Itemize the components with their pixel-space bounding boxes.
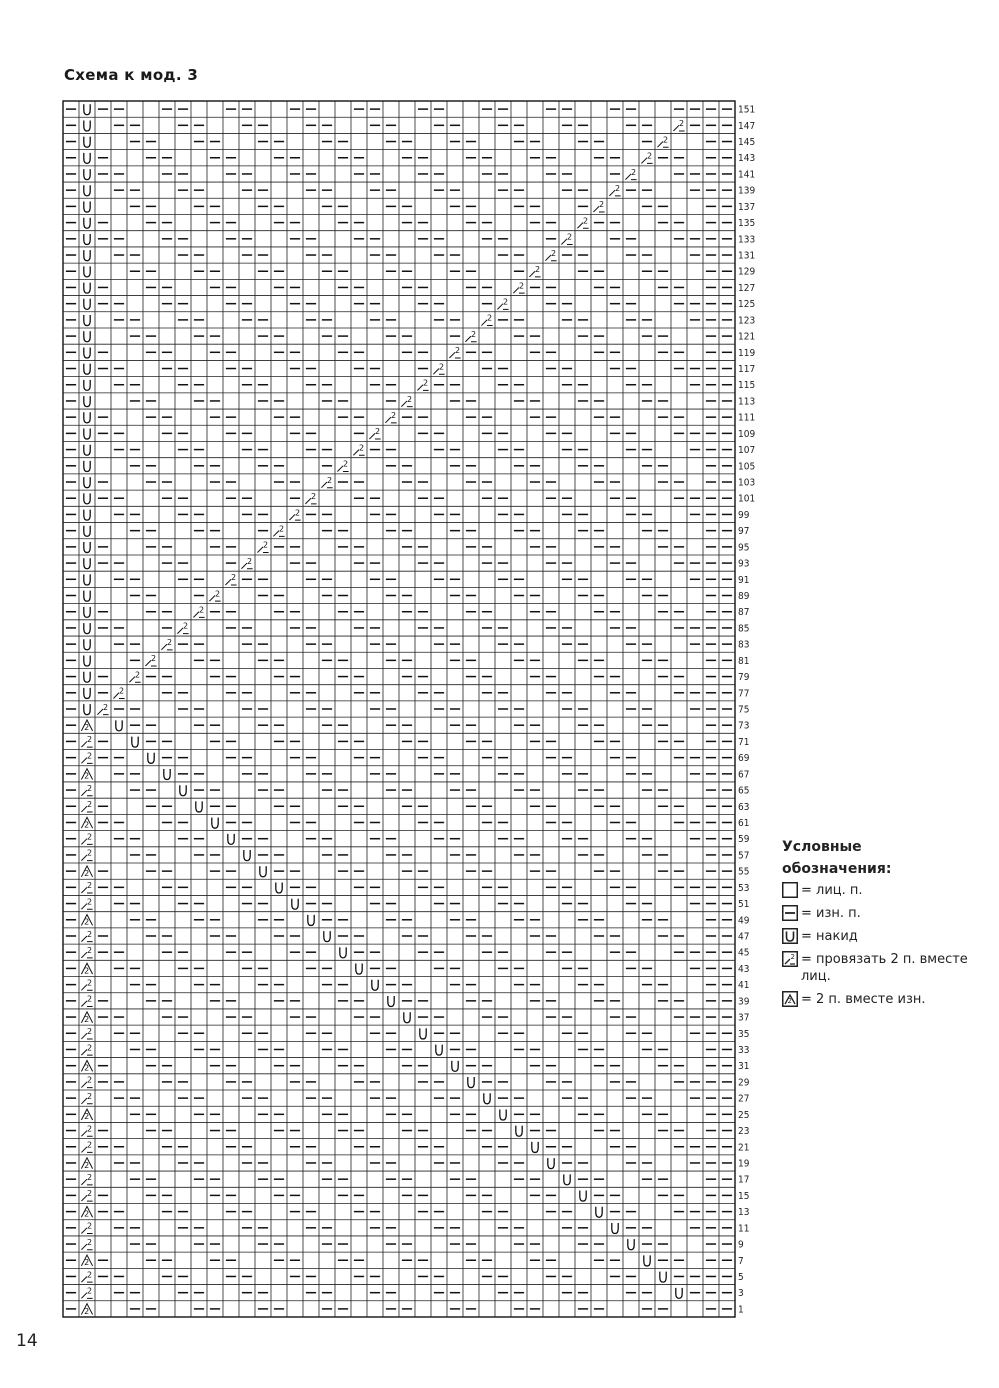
row-label: 87 [738,607,750,619]
k2tog-number: 2 [327,475,333,485]
k2tog-number: 2 [199,605,205,615]
row-label: 107 [738,445,756,457]
row-label: 7 [738,1255,744,1267]
p2tog-number: 2 [84,723,90,733]
k2tog-number: 2 [599,200,605,210]
legend-label-knit: = лиц. п. [801,883,863,898]
row-label: 93 [738,558,750,570]
row-label: 119 [738,347,756,359]
k2tog-number: 2 [87,1172,93,1182]
k2tog-number: 2 [231,573,237,583]
k2tog-number: 2 [535,265,541,275]
p2tog-number: 2 [84,966,90,976]
k2tog-number: 2 [583,216,589,226]
row-label: 11 [738,1223,750,1235]
k2tog-number: 2 [87,1140,93,1150]
page-title: Схема к мод. 3 [64,66,199,84]
row-label: 15 [738,1190,750,1202]
page-number: 14 [16,1331,38,1351]
p2tog-number: 2 [84,1063,90,1073]
purl-two-together-icon [782,991,798,1007]
row-label: 61 [738,817,750,829]
row-label: 73 [738,720,750,732]
k2tog-number: 2 [151,654,157,664]
row-label: 139 [738,185,756,197]
row-label: 125 [738,299,756,311]
row-label: 21 [738,1142,750,1154]
k2tog-number: 2 [87,1027,93,1037]
p2tog-number: 2 [84,1014,90,1024]
yarn-over-icon [782,928,798,944]
legend-label-k2tog: = провязать 2 п. вместе лиц. [801,952,968,984]
k2tog-number: 2 [87,800,93,810]
legend-item-k2tog [782,951,982,985]
row-label: 91 [738,574,750,586]
k2tog-number: 2 [103,702,109,712]
p2tog-number: 2 [84,1160,90,1170]
k2tog-number: 2 [87,1091,93,1101]
row-label: 17 [738,1174,750,1186]
row-label: 123 [738,315,756,327]
row-label: 83 [738,639,750,651]
row-label: 101 [738,493,756,505]
k2tog-number: 2 [87,1075,93,1085]
row-label: 69 [738,753,750,765]
row-label: 19 [738,1158,750,1170]
k2tog-number: 2 [423,378,429,388]
k2tog-number: 2 [183,621,189,631]
row-label: 111 [738,412,756,424]
row-label: 113 [738,396,756,408]
k2tog-number: 2 [631,167,637,177]
row-label: 45 [738,947,750,959]
k2tog-number: 2 [87,1270,93,1280]
k2tog-number: 2 [391,410,397,420]
knit-two-together-icon [782,951,798,967]
k2tog-number: 2 [87,1189,93,1199]
row-label: 1 [738,1304,744,1316]
legend-title-line-2: обозначения: [782,861,892,877]
k2tog-number: 2 [455,346,461,356]
row-label: 35 [738,1028,750,1040]
row-label: 117 [738,364,756,376]
row-label: 95 [738,542,750,554]
row-label: 135 [738,218,756,230]
row-label: 145 [738,137,756,149]
row-label: 127 [738,282,756,294]
row-label: 129 [738,266,756,278]
row-label: 13 [738,1207,750,1219]
k2tog-number: 2 [87,978,93,988]
k2tog-number: 2 [247,556,253,566]
legend [782,836,982,1014]
legend-title [782,836,982,880]
row-label: 151 [738,104,756,116]
row-label: 55 [738,866,750,878]
k2tog-number: 2 [87,751,93,761]
legend-item-p2tog [782,991,982,1008]
k2tog-number: 2 [119,686,125,696]
k2tog-number: 2 [615,183,621,193]
k2tog-number: 2 [503,297,509,307]
k2tog-number: 2 [375,427,381,437]
k2tog-number: 2 [407,394,413,404]
k2tog-number: 2 [87,832,93,842]
k2tog-number: 2 [87,1237,93,1247]
row-label: 47 [738,931,750,943]
k2tog-number: 2 [87,881,93,891]
row-label: 43 [738,963,750,975]
p2tog-number: 2 [84,820,90,830]
k2tog-number: 2 [87,783,93,793]
row-label: 147 [738,120,756,132]
row-label: 65 [738,785,750,797]
row-label: 67 [738,769,750,781]
k2tog-number: 2 [87,1124,93,1134]
row-label: 85 [738,623,750,635]
row-label: 105 [738,461,756,473]
row-label: 29 [738,1077,750,1089]
k2tog-number: 2 [647,151,653,161]
row-label: 27 [738,1093,750,1105]
p2tog-number: 2 [84,868,90,878]
k2tog-number: 2 [87,897,93,907]
k2tog-number: 2 [87,994,93,1004]
row-label: 79 [738,672,750,684]
row-label: 97 [738,526,750,538]
row-label: 137 [738,201,756,213]
k2tog-number: 2 [135,670,141,680]
k2tog-number: 2 [471,329,477,339]
k2tog-number: 2 [215,589,221,599]
k2tog-number: 2 [87,929,93,939]
row-label: 5 [738,1271,744,1283]
row-label: 103 [738,477,756,489]
k2tog-number: 2 [519,281,525,291]
row-label: 81 [738,655,750,667]
row-label: 71 [738,736,750,748]
p2tog-number: 2 [84,771,90,781]
k2tog-number: 2 [279,524,285,534]
row-label: 53 [738,882,750,894]
row-label: 3 [738,1288,744,1300]
k2tog-number: 2 [439,362,445,372]
k2tog-number: 2 [551,248,557,258]
k2tog-number: 2 [87,735,93,745]
row-label: 31 [738,1061,750,1073]
k2tog-number: 2 [487,313,493,323]
purl-icon [782,905,798,921]
row-label: 115 [738,380,756,392]
row-label: 41 [738,980,750,992]
row-label: 143 [738,153,756,165]
k2tog-number: 2 [263,540,269,550]
row-label: 49 [738,915,750,927]
row-label: 121 [738,331,756,343]
row-label: 9 [738,1239,744,1251]
k2tog-number: 2 [87,848,93,858]
legend-label-yarn-over: = накид [801,929,858,944]
legend-item-purl [782,905,982,922]
row-label: 99 [738,509,750,521]
row-label: 131 [738,250,756,262]
k2tog-number: 2 [359,443,365,453]
row-label: 63 [738,801,750,813]
k2tog-number: 2 [295,508,301,518]
p2tog-number: 2 [84,917,90,927]
k2tog-number: 2 [87,946,93,956]
row-label: 51 [738,899,750,911]
row-label: 75 [738,704,750,716]
p2tog-number: 2 [84,1258,90,1268]
k2tog-number: 2 [343,459,349,469]
legend-title-line-1: Условные [782,839,862,855]
row-label: 89 [738,591,750,603]
row-label: 133 [738,234,756,246]
row-label: 25 [738,1109,750,1121]
row-label: 109 [738,428,756,440]
p2tog-number: 2 [84,1306,90,1316]
k2tog-number: 2 [87,1286,93,1296]
k2tog-number: 2 [167,637,173,647]
legend-item-yarn-over [782,928,982,945]
k2tog-number: 2 [679,119,685,129]
svg-text:2: 2 [790,953,795,961]
k2tog-number: 2 [311,492,317,502]
knit-icon [782,882,798,898]
row-label: 77 [738,688,750,700]
legend-label-p2tog: = 2 п. вместе изн. [801,992,926,1007]
k2tog-number: 2 [567,232,573,242]
k2tog-number: 2 [87,1221,93,1231]
p2tog-number: 2 [84,1209,90,1219]
row-label: 23 [738,1126,750,1138]
row-label: 141 [738,169,756,181]
row-label: 57 [738,850,750,862]
row-label: 37 [738,1012,750,1024]
row-labels [738,105,755,1316]
legend-label-purl: = изн. п. [801,906,861,921]
k2tog-number: 2 [87,1043,93,1053]
row-label: 39 [738,996,750,1008]
k2tog-number: 2 [663,135,669,145]
p2tog-number: 2 [84,1112,90,1122]
row-label: 59 [738,834,750,846]
row-label: 33 [738,1044,750,1056]
svg-text:2: 2 [787,997,792,1005]
legend-item-knit [782,882,982,899]
